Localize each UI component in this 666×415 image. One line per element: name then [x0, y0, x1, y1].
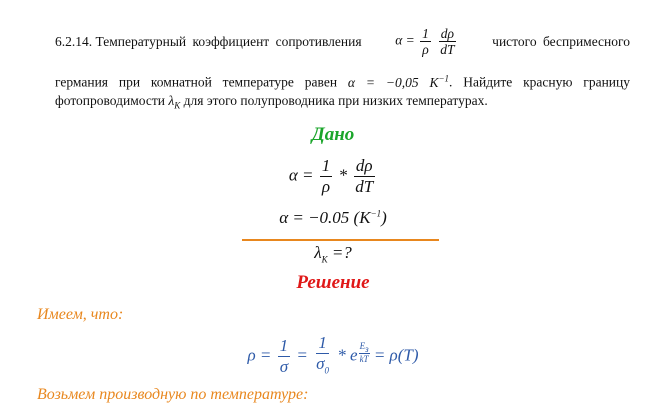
exponent-fraction: $E_з$ kT: [359, 340, 369, 365]
problem-intro: Температурный коэффициент сопротивления: [95, 33, 362, 49]
problem-number: 6.2.14.: [55, 33, 93, 49]
solution-note-1: Имеем, что:: [37, 306, 124, 323]
problem-line-1: [55, 18, 630, 64]
problem-after-formula: чистого беспримесного: [492, 33, 630, 49]
alpha-definition: α = $\frac{1}{\rho}$ $\frac{d\rho}{dT}$: [395, 25, 455, 57]
given-heading: Дано: [311, 124, 355, 145]
problem-line-3: фотопроводимости $\lambda_K$ для этого полупроводника при низких температурах.: [55, 92, 488, 111]
problem-statement: [55, 18, 630, 114]
given-divider: [242, 239, 439, 241]
solution-heading: Решение: [296, 272, 370, 293]
solution-note-2: Возьмем производную по температуре:: [37, 386, 309, 403]
alpha-value: α = −0,05 $K^{-1}$: [347, 73, 450, 90]
problem-line-2: германия при комнатной температуре равен α = −0,05 $K^{-1}$. Найдите красную границу: [55, 73, 631, 90]
solution-equation-rho: ρ = $\frac{1}{\sigma}$ = $\frac{1}{\sigma_0}$ * e $E_з$ kT = ρ(T): [247, 333, 419, 377]
given-unknown: $\lambda_K$ =?: [314, 243, 352, 265]
given-equation-alpha-def: α = $\frac{1}{\rho}$ * $\frac{d\rho}{dT}$: [288, 156, 374, 196]
lambda-k: $\lambda_K$: [168, 92, 181, 111]
given-equation-alpha-value: α = −0.05 $(K^{-1})$: [279, 208, 387, 227]
